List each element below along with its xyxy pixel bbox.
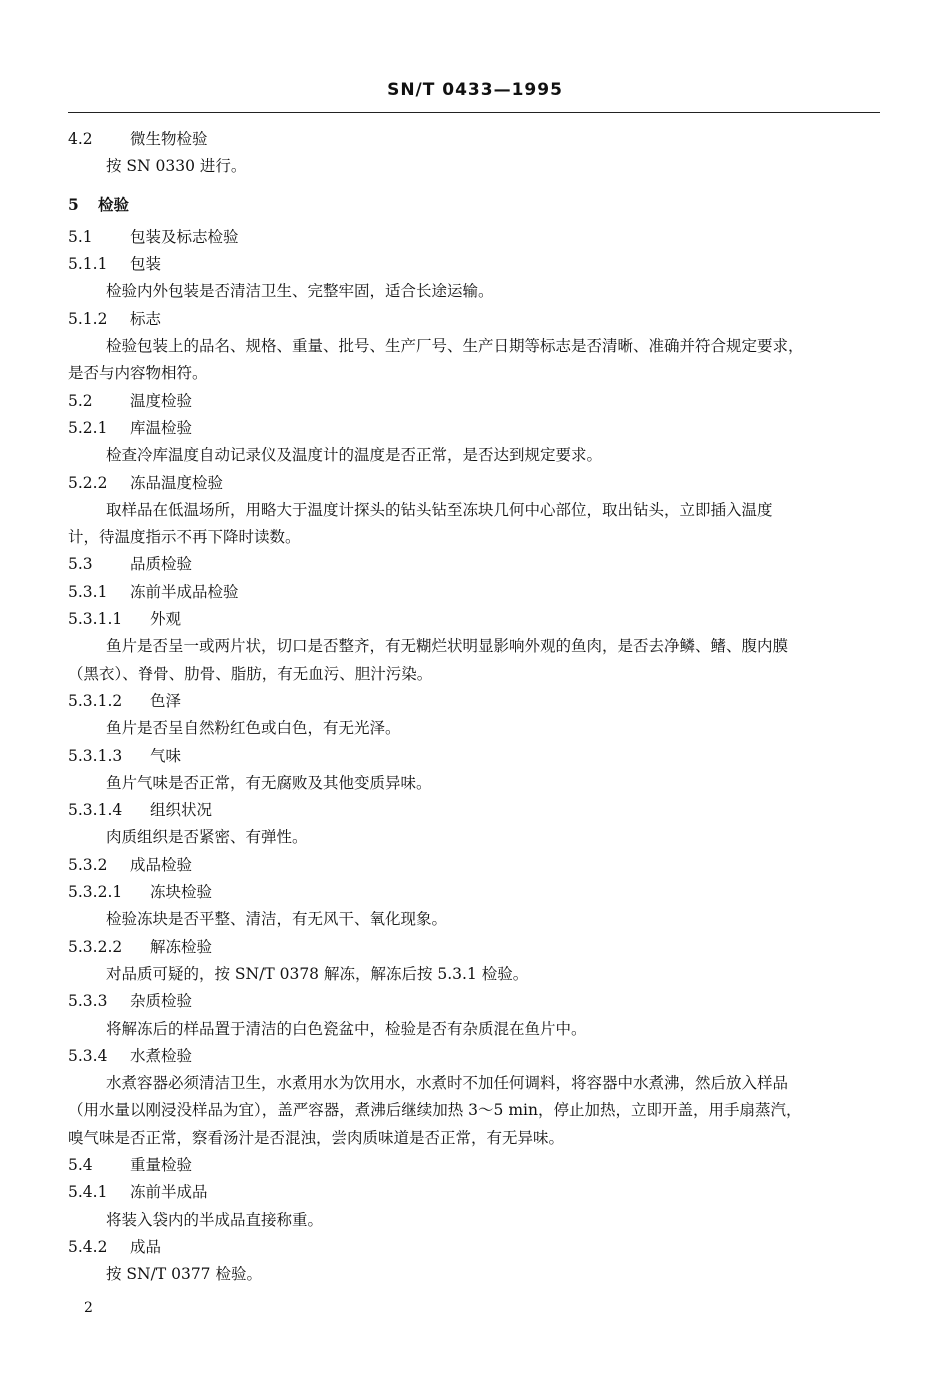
- heading-5-3-2-1: 5.3.2.1 冻块检验: [68, 883, 213, 902]
- heading-4-2: 4.2 微生物检验: [68, 130, 208, 148]
- heading-5-3-1: 5.3.1 冻前半成品检验: [68, 582, 239, 601]
- paragraph-line: 检验包装上的品名、规格、重量、批号、生产厂号、生产日期等标志是否清晰、准确并符合规定要求，: [106, 337, 804, 356]
- paragraph: 肉质组织是否紧密、有弹性。: [106, 828, 308, 847]
- heading-5-3-2: 5.3.2 成品检验: [68, 855, 193, 874]
- heading-5-2-1: 5.2.1 库温检验: [68, 418, 193, 437]
- paragraph: 将解冻后的样品置于清洁的白色瓷盆中，检验是否有杂质混在鱼片中。: [106, 1019, 587, 1038]
- header-divider: [68, 112, 880, 113]
- heading-5-2-2: 5.2.2 冻品温度检验: [68, 473, 224, 492]
- heading-5-1: 5.1 包装及标志检验: [68, 227, 239, 246]
- heading-5-3-1-2: 5.3.1.2 色泽: [68, 691, 182, 710]
- paragraph-line: （用水量以刚浸没样品为宜），盖严容器，煮沸后继续加热 3～5 min，停止加热，立即开盖，用手扇蒸汽，: [68, 1101, 802, 1120]
- paragraph: 检验内外包装是否清洁卫生、完整牢固，适合长途运输。: [106, 282, 494, 301]
- heading-5-4-2: 5.4.2 成品: [68, 1237, 162, 1256]
- page-number: 2: [84, 1300, 93, 1316]
- paragraph: 鱼片是否呈自然粉红色或白色，有无光泽。: [106, 719, 401, 738]
- paragraph: 按 SN/T 0377 检验。: [106, 1265, 262, 1284]
- paragraph: 按 SN 0330 进行。: [106, 157, 247, 176]
- heading-5-3-3: 5.3.3 杂质检验: [68, 992, 193, 1011]
- heading-5-3-1-3: 5.3.1.3 气味: [68, 746, 182, 765]
- paragraph-line: 是否与内容物相符。: [68, 364, 208, 383]
- heading-5-3-4: 5.3.4 水煮检验: [68, 1046, 193, 1065]
- paragraph-line: （黑衣）、脊骨、肋骨、脂肪，有无血污、胆汁污染。: [68, 664, 433, 683]
- heading-5: 5 检验: [68, 194, 130, 214]
- paragraph-line: 取样品在低温场所，用略大于温度计探头的钻头钻至冻块几何中心部位，取出钻头，立即插入温度: [106, 500, 773, 519]
- heading-5-3-2-2: 5.3.2.2 解冻检验: [68, 937, 213, 956]
- paragraph: 检验冻块是否平整、清洁，有无风干、氧化现象。: [106, 910, 448, 929]
- heading-5-1-2: 5.1.2 标志: [68, 309, 162, 328]
- paragraph: 对品质可疑的，按 SN/T 0378 解冻，解冻后按 5.3.1 检验。: [106, 964, 529, 983]
- paragraph: 将装入袋内的半成品直接称重。: [106, 1210, 324, 1229]
- heading-5-3-1-1: 5.3.1.1 外观: [68, 610, 182, 629]
- heading-5-3: 5.3 品质检验: [68, 555, 193, 574]
- standard-number-header: SN/T 0433—1995: [387, 80, 563, 100]
- paragraph: 鱼片气味是否正常，有无腐败及其他变质异味。: [106, 773, 432, 792]
- paragraph-line: 计，待温度指示不再下降时读数。: [68, 528, 301, 547]
- paragraph-line: 水煮容器必须清洁卫生，水煮用水为饮用水，水煮时不加任何调料，将容器中水煮沸，然后放入样品: [106, 1074, 789, 1093]
- paragraph: 检查冷库温度自动记录仪及温度计的温度是否正常，是否达到规定要求。: [106, 446, 603, 465]
- heading-5-3-1-4: 5.3.1.4 组织状况: [68, 801, 213, 820]
- paragraph-line: 鱼片是否呈一或两片状，切口是否整齐，有无糊烂状明显影响外观的鱼肉，是否去净鳞、鳍、腹内膜: [106, 637, 789, 656]
- heading-5-4-1: 5.4.1 冻前半成品: [68, 1183, 208, 1202]
- document-body: [68, 126, 883, 1288]
- heading-5-1-1: 5.1.1 包装: [68, 255, 162, 274]
- heading-5-4: 5.4 重量检验: [68, 1155, 193, 1174]
- paragraph-line: 嗅气味是否正常，察看汤汁是否混浊，尝肉质味道是否正常，有无异味。: [68, 1128, 565, 1147]
- heading-5-2: 5.2 温度检验: [68, 391, 193, 410]
